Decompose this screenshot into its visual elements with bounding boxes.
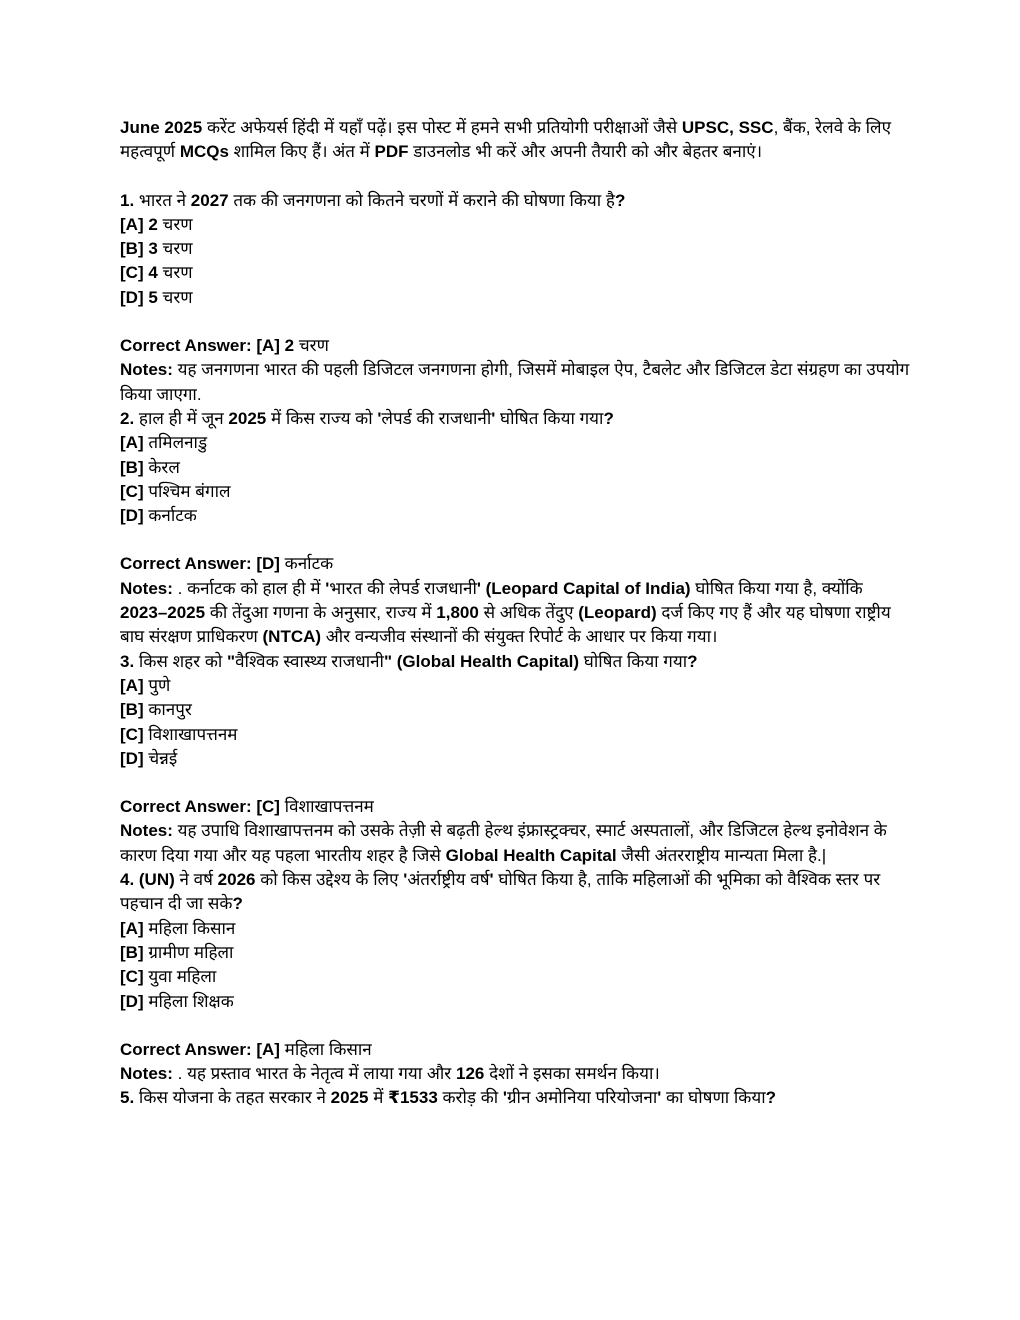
option-b: [120, 698, 910, 722]
correct-answer: [120, 334, 910, 358]
notes-text: 2023–2025: [120, 603, 206, 623]
notes-text: जैसी अंतरराष्ट्रीय मान्यता मिला है.|: [616, 845, 827, 865]
answer-label: Correct Answer: [D]: [120, 554, 280, 574]
question-part: ग्रीन अमोनिया परियोजना: [506, 1088, 658, 1108]
intro-text: UPSC: [681, 118, 730, 137]
notes-text: ': [325, 578, 330, 598]
option-d: [120, 286, 910, 310]
question-part: ₹1533: [388, 1088, 438, 1108]
option-text: युवा महिला: [143, 967, 217, 987]
question-2: [120, 407, 910, 650]
option-text: चरण: [157, 239, 193, 259]
question-part: 2025: [228, 408, 267, 428]
option-key: [C]: [120, 724, 144, 744]
option-key: [C]: [120, 263, 144, 283]
question-part: घोषित किया गया: [495, 408, 604, 428]
question-part: घोषित किया है, ताकि महिलाओं की भूमिका को वैश्विक स्तर पर पहचान दी जा सके: [120, 870, 881, 914]
option-key: [A]: [120, 214, 144, 234]
question-part: किस शहर को: [134, 651, 228, 671]
question-part: लेपर्ड की राजधानी: [381, 408, 492, 428]
answer-notes: [120, 358, 910, 407]
option-text: पुणे: [143, 675, 171, 695]
option-key: [D]: [120, 748, 144, 768]
option-key: [A]: [120, 675, 144, 695]
question-part: ': [403, 870, 408, 890]
answer-label: Correct Answer: [A]: [120, 1039, 280, 1059]
notes-text: (Leopard): [578, 603, 657, 623]
intro-text: SSC: [738, 118, 774, 137]
option-text: कर्नाटक: [143, 506, 197, 526]
intro-text: PDF: [374, 142, 409, 162]
question-part: ': [502, 1088, 507, 1108]
option-b: [120, 456, 910, 480]
question-part: किस योजना के तहत सरकार ने: [134, 1088, 331, 1108]
option-key: [C]: [120, 481, 144, 501]
question-part: ?: [614, 190, 626, 210]
correct-answer: [120, 552, 910, 576]
question-part: ': [489, 870, 494, 890]
option-a: [120, 213, 910, 237]
question-text: [120, 189, 910, 213]
option-text: चरण: [157, 263, 193, 283]
question-number: 4. (UN): [120, 870, 175, 890]
option-number: 4: [143, 263, 158, 283]
question-1: [120, 189, 910, 407]
question-part: " (Global Health Capital): [383, 651, 580, 671]
notes-text: . यह प्रस्ताव भारत के नेतृत्व में लाया गया और: [172, 1064, 456, 1084]
option-text: केरल: [143, 457, 180, 477]
correct-answer: [120, 795, 910, 819]
notes-text: यह जनगणना भारत की पहली डिजिटल जनगणना होगी, जिसमें मोबाइल ऐप, टैबलेट और डिजिटल डेटा संग्रहण का उपयोग किया जाएगा.: [120, 360, 910, 404]
question-part: में किस राज्य को: [266, 408, 378, 428]
question-text: [120, 650, 910, 674]
notes-text: यह उपाधि विशाखापत्तनम को उसके तेज़ी से बढ़ती हेल्थ इंफ्रास्ट्रक्चर, स्मार्ट अस्पतालों, और डिजिटल हेल्थ इनोवेशन के कारण दिया गया और यह पहला भारतीय शहर है जिसे: [120, 821, 887, 865]
option-a: [120, 674, 910, 698]
option-b: [120, 237, 910, 261]
notes-text: भारत की लेपर्ड राजधानी: [329, 578, 477, 598]
answer-label: Correct Answer: [C]: [120, 797, 280, 817]
question-3: [120, 650, 910, 868]
question-part: भारत ने: [134, 190, 191, 210]
answer-text: महिला किसान: [279, 1039, 372, 1059]
question-part: ': [491, 408, 496, 428]
option-text: चरण: [157, 287, 193, 307]
notes-label: Notes:: [120, 360, 173, 380]
option-c: [120, 261, 910, 285]
option-d: [120, 504, 910, 528]
notes-text: . कर्नाटक को हाल ही में: [172, 578, 326, 598]
notes-text: 1,800: [436, 603, 479, 623]
spacer: [120, 310, 910, 334]
question-number: 5.: [120, 1088, 135, 1108]
intro-text: शामिल किए हैं। अंत में: [228, 142, 375, 162]
question-part: हाल ही में जून: [134, 408, 229, 428]
intro-text: डाउनलोड भी करें और अपनी तैयारी को और बेहतर बनाएं।: [408, 142, 763, 162]
option-b: [120, 941, 910, 965]
option-text: विशाखापत्तनम: [143, 724, 238, 744]
option-d: [120, 990, 910, 1014]
question-part: करोड़ की: [437, 1088, 503, 1108]
option-number: 5: [143, 287, 158, 307]
notes-label: Notes:: [120, 578, 173, 598]
option-text: ग्रामीण महिला: [143, 942, 234, 962]
notes-label: Notes:: [120, 821, 173, 841]
question-part: ?: [232, 894, 243, 914]
question-part: का घोषणा किया: [661, 1088, 766, 1108]
notes-text: घोषित किया गया है, क्योंकि: [690, 578, 863, 598]
notes-text: Global Health Capital: [445, 845, 617, 865]
question-number: 1.: [120, 190, 135, 210]
answer-notes: [120, 819, 910, 868]
option-key: [B]: [120, 457, 144, 477]
question-part: 2026: [217, 870, 256, 890]
intro-text: June 2025: [120, 118, 203, 137]
answer-text: चरण: [294, 336, 329, 356]
intro-text: ,: [729, 118, 739, 137]
notes-text: दर्ज किए गए हैं और यह घोषणा राष्ट्रीय बाघ संरक्षण प्राधिकरण: [120, 603, 891, 647]
question-part: ': [657, 1088, 662, 1108]
option-key: [C]: [120, 967, 144, 987]
question-part: घोषित किया गया: [579, 651, 688, 671]
option-c: [120, 723, 910, 747]
option-key: [A]: [120, 918, 144, 938]
option-text: कानपुर: [143, 700, 192, 720]
option-text: महिला शिक्षक: [143, 991, 234, 1011]
intro-text: करेंट अफेयर्स हिंदी में यहाँ पढ़ें। इस पोस्ट में हमने सभी प्रतियोगी परीक्षाओं जैसे: [202, 118, 682, 137]
question-5: [120, 1086, 910, 1110]
option-text: महिला किसान: [143, 918, 236, 938]
spacer: [120, 771, 910, 795]
document-page: [120, 116, 910, 1111]
option-key: [A]: [120, 433, 144, 453]
option-text: चरण: [157, 214, 193, 234]
notes-text: (NTCA): [262, 627, 322, 647]
question-text: [120, 1086, 910, 1110]
question-part: तक की जनगणना को कितने चरणों में कराने की घोषणा किया है: [228, 190, 615, 210]
option-key: [B]: [120, 239, 144, 259]
option-key: [B]: [120, 700, 144, 720]
option-text: चेन्नई: [143, 748, 178, 768]
answer-text: विशाखापत्तनम: [279, 797, 374, 817]
question-part: को किस उद्देश्य के लिए: [255, 870, 404, 890]
question-number: 3.: [120, 651, 135, 671]
intro-text: MCQs: [179, 142, 229, 162]
notes-text: देशों ने इसका समर्थन किया।: [484, 1064, 660, 1084]
spacer: [120, 1014, 910, 1038]
option-key: [D]: [120, 991, 144, 1011]
question-text: [120, 407, 910, 431]
notes-text: और वन्यजीव संस्थानों की संयुक्त रिपोर्ट के आधार पर किया गया।: [321, 627, 718, 647]
question-part: अंतर्राष्ट्रीय वर्ष: [407, 870, 490, 890]
option-d: [120, 747, 910, 771]
option-text: तमिलनाडु: [143, 433, 208, 453]
spacer: [120, 528, 910, 552]
question-part: ?: [765, 1088, 776, 1108]
question-part: ?: [603, 408, 614, 428]
option-key: [B]: [120, 942, 144, 962]
notes-text: से अधिक तेंदुए: [478, 603, 579, 623]
option-key: [D]: [120, 506, 144, 526]
option-text: पश्चिम बंगाल: [143, 481, 231, 501]
answer-notes: [120, 1062, 910, 1086]
question-number: 2.: [120, 408, 135, 428]
question-part: 2025: [330, 1088, 369, 1108]
question-part: वैश्विक स्वास्थ्य राजधानी: [235, 651, 384, 671]
option-number: 3: [143, 239, 158, 259]
notes-text: 126: [455, 1064, 485, 1084]
question-text: [120, 868, 910, 917]
correct-answer: [120, 1038, 910, 1062]
option-number: 2: [143, 214, 158, 234]
question-part: में: [368, 1088, 389, 1108]
answer-label: Correct Answer: [A] 2: [120, 336, 295, 356]
intro-paragraph: [120, 116, 910, 165]
option-a: [120, 917, 910, 941]
question-part: 2027: [190, 190, 229, 210]
notes-label: Notes:: [120, 1064, 173, 1084]
intro-text: , बैंक, रेलवे के लिए महत्वपूर्ण: [120, 118, 891, 162]
option-key: [D]: [120, 287, 144, 307]
question-4: [120, 868, 910, 1086]
notes-text: ' (Leopard Capital of India): [476, 578, 691, 598]
option-c: [120, 965, 910, 989]
option-a: [120, 431, 910, 455]
answer-text: कर्नाटक: [279, 554, 334, 574]
question-part: ने वर्ष: [174, 870, 218, 890]
answer-notes: [120, 577, 910, 650]
question-part: ": [227, 651, 236, 671]
option-c: [120, 480, 910, 504]
question-part: ?: [687, 651, 698, 671]
question-part: ': [377, 408, 382, 428]
notes-text: की तेंदुआ गणना के अनुसार, राज्य में: [205, 603, 437, 623]
spacer: [120, 165, 910, 189]
